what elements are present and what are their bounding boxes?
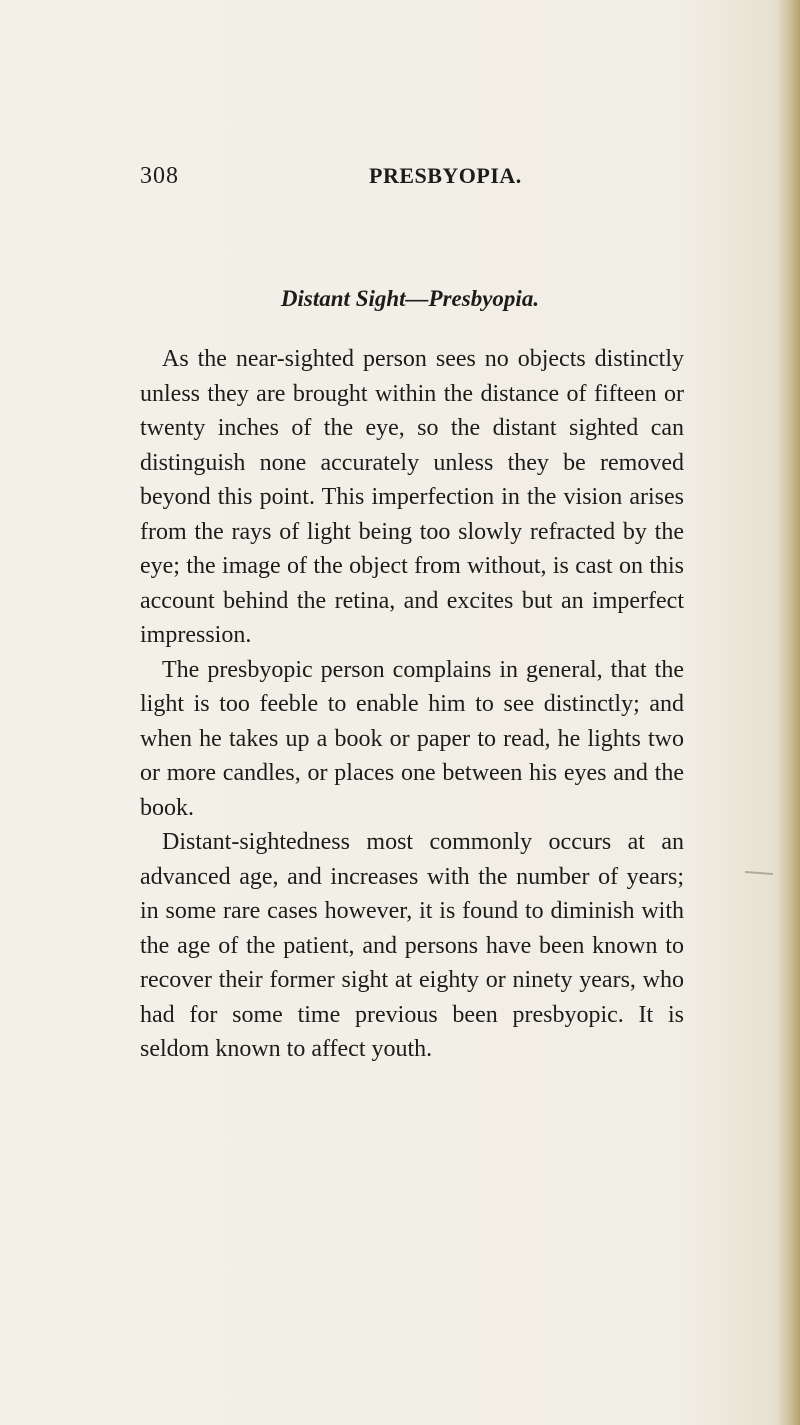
body-text xyxy=(140,342,684,1067)
margin-mark xyxy=(745,871,773,875)
page-edge-shadow xyxy=(778,0,800,1425)
section-title: Distant Sight—Presbyopia. xyxy=(280,286,540,311)
paragraph-1: As the near-sighted person sees no objects distinctly unless they are brought within the distance of fifteen or twenty inches of the eye, so the distant sighted can distinguish none accurately unless they be removed beyond this point. This imperfection in the vision arises from the rays of light being too slowly refracted by the eye; the image of the object from without, is cast on this account behind the retina, and excites but an imperfect impression. xyxy=(140,346,684,648)
page-number: 308 xyxy=(140,163,179,189)
paragraph-3: Distant-sightedness most commonly occurs at an advanced age, and increases with the number of years; in some rare cases however, it is found to diminish with the age of the patient, and persons have been known to recover their former sight at eighty or ninety years, who had for some time previous been presbyopic. It is seldom known to affect youth. xyxy=(140,829,684,1062)
running-head: PRESBYOPIA. xyxy=(369,163,522,188)
paragraph-2: The presbyopic person complains in general, that the light is too feeble to enable him to see distinctly; and when he takes up a book or paper to read, he lights two or more candles, or places one between his eyes and the book. xyxy=(140,656,684,821)
page-header xyxy=(140,163,680,193)
